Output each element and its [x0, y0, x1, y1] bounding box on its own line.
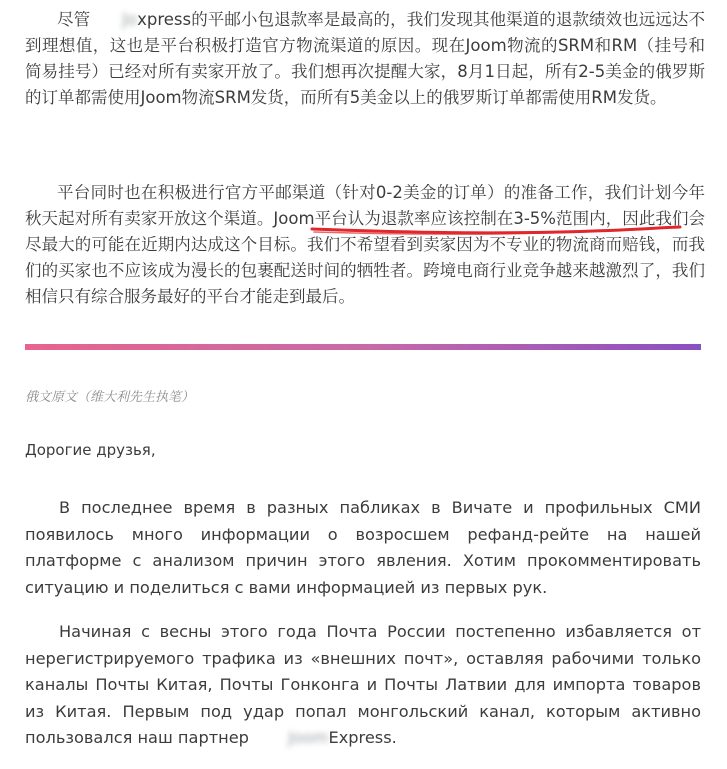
- blurred-brand-text: Joom: [288, 728, 329, 747]
- russian-paragraph-1: В последнее время в разных пабликах в Вичате и профильных СМИ появилось много информации о возросшем рефанд-рейте на нашей платформе с анализом причин этого явления. Хотим прокомментировать ситуацию и поделиться с вами информацией из первых рук.: [25, 498, 701, 597]
- blurred-brand-text: Jo: [122, 10, 138, 29]
- russian-original-caption: 俄文原文（维大利先生执笔）: [25, 390, 195, 405]
- ru-p2-post: Express.: [328, 728, 397, 747]
- chinese-paragraph-1: [25, 7, 705, 111]
- highlighted-sentence: Joom平台认为退款率应该控制在3-5%范围内: [273, 209, 606, 228]
- gradient-divider: [25, 344, 701, 350]
- cn-p2-pre: 平台同时也在积极进行官方平邮渠道（针对0-2美金的订单）的准备工作，我们计划今年秋天起对所有卖家开放这个渠道。: [25, 183, 705, 228]
- cn-p2-post: ，因此我们会尽最大的可能在近期内达成这个目标。我们不希望看到卖家因为不专业的物流商而赔钱，而我们的买家也不应该成为漫长的包裹配送时间的牺牲者。跨境电商行业竞争越来越激烈了，我们相信只有综合服务最好的平台才能走到最后。: [25, 209, 706, 306]
- chinese-paragraph-2: [25, 180, 705, 310]
- cn-p1-post: xpress的平邮小包退款率是最高的，我们发现其他渠道的退款绩效也远远达不到理想值，这也是平台积极打造官方物流渠道的原因。现在Joom物流的SRM和RM（挂号和简易挂号）已经对所有卖家开放了。我们想再次提醒大家，8月1日起，所有2-5美金的俄罗斯的订单都需使用Joom物流SRM发货，而所有5美金以上的俄罗斯订单都需使用RM发货。: [25, 10, 705, 107]
- ru-p2-pre: Начиная с весны этого года Почта России постепенно избавляется от нерегистрируемого трафика из «внешних почт», оставляя рабочими только каналы Почты Китая, Почты Гонконга и Почты Латвии для импорта товаров из Китая. Первым под удар попал монгольский канал, которым активно пользовался наш партнер: [25, 622, 701, 747]
- russian-paragraph-2: [25, 619, 701, 752]
- cn-p1-pre: 尽管: [57, 10, 91, 29]
- russian-greeting: Дорогие друзья,: [25, 441, 156, 459]
